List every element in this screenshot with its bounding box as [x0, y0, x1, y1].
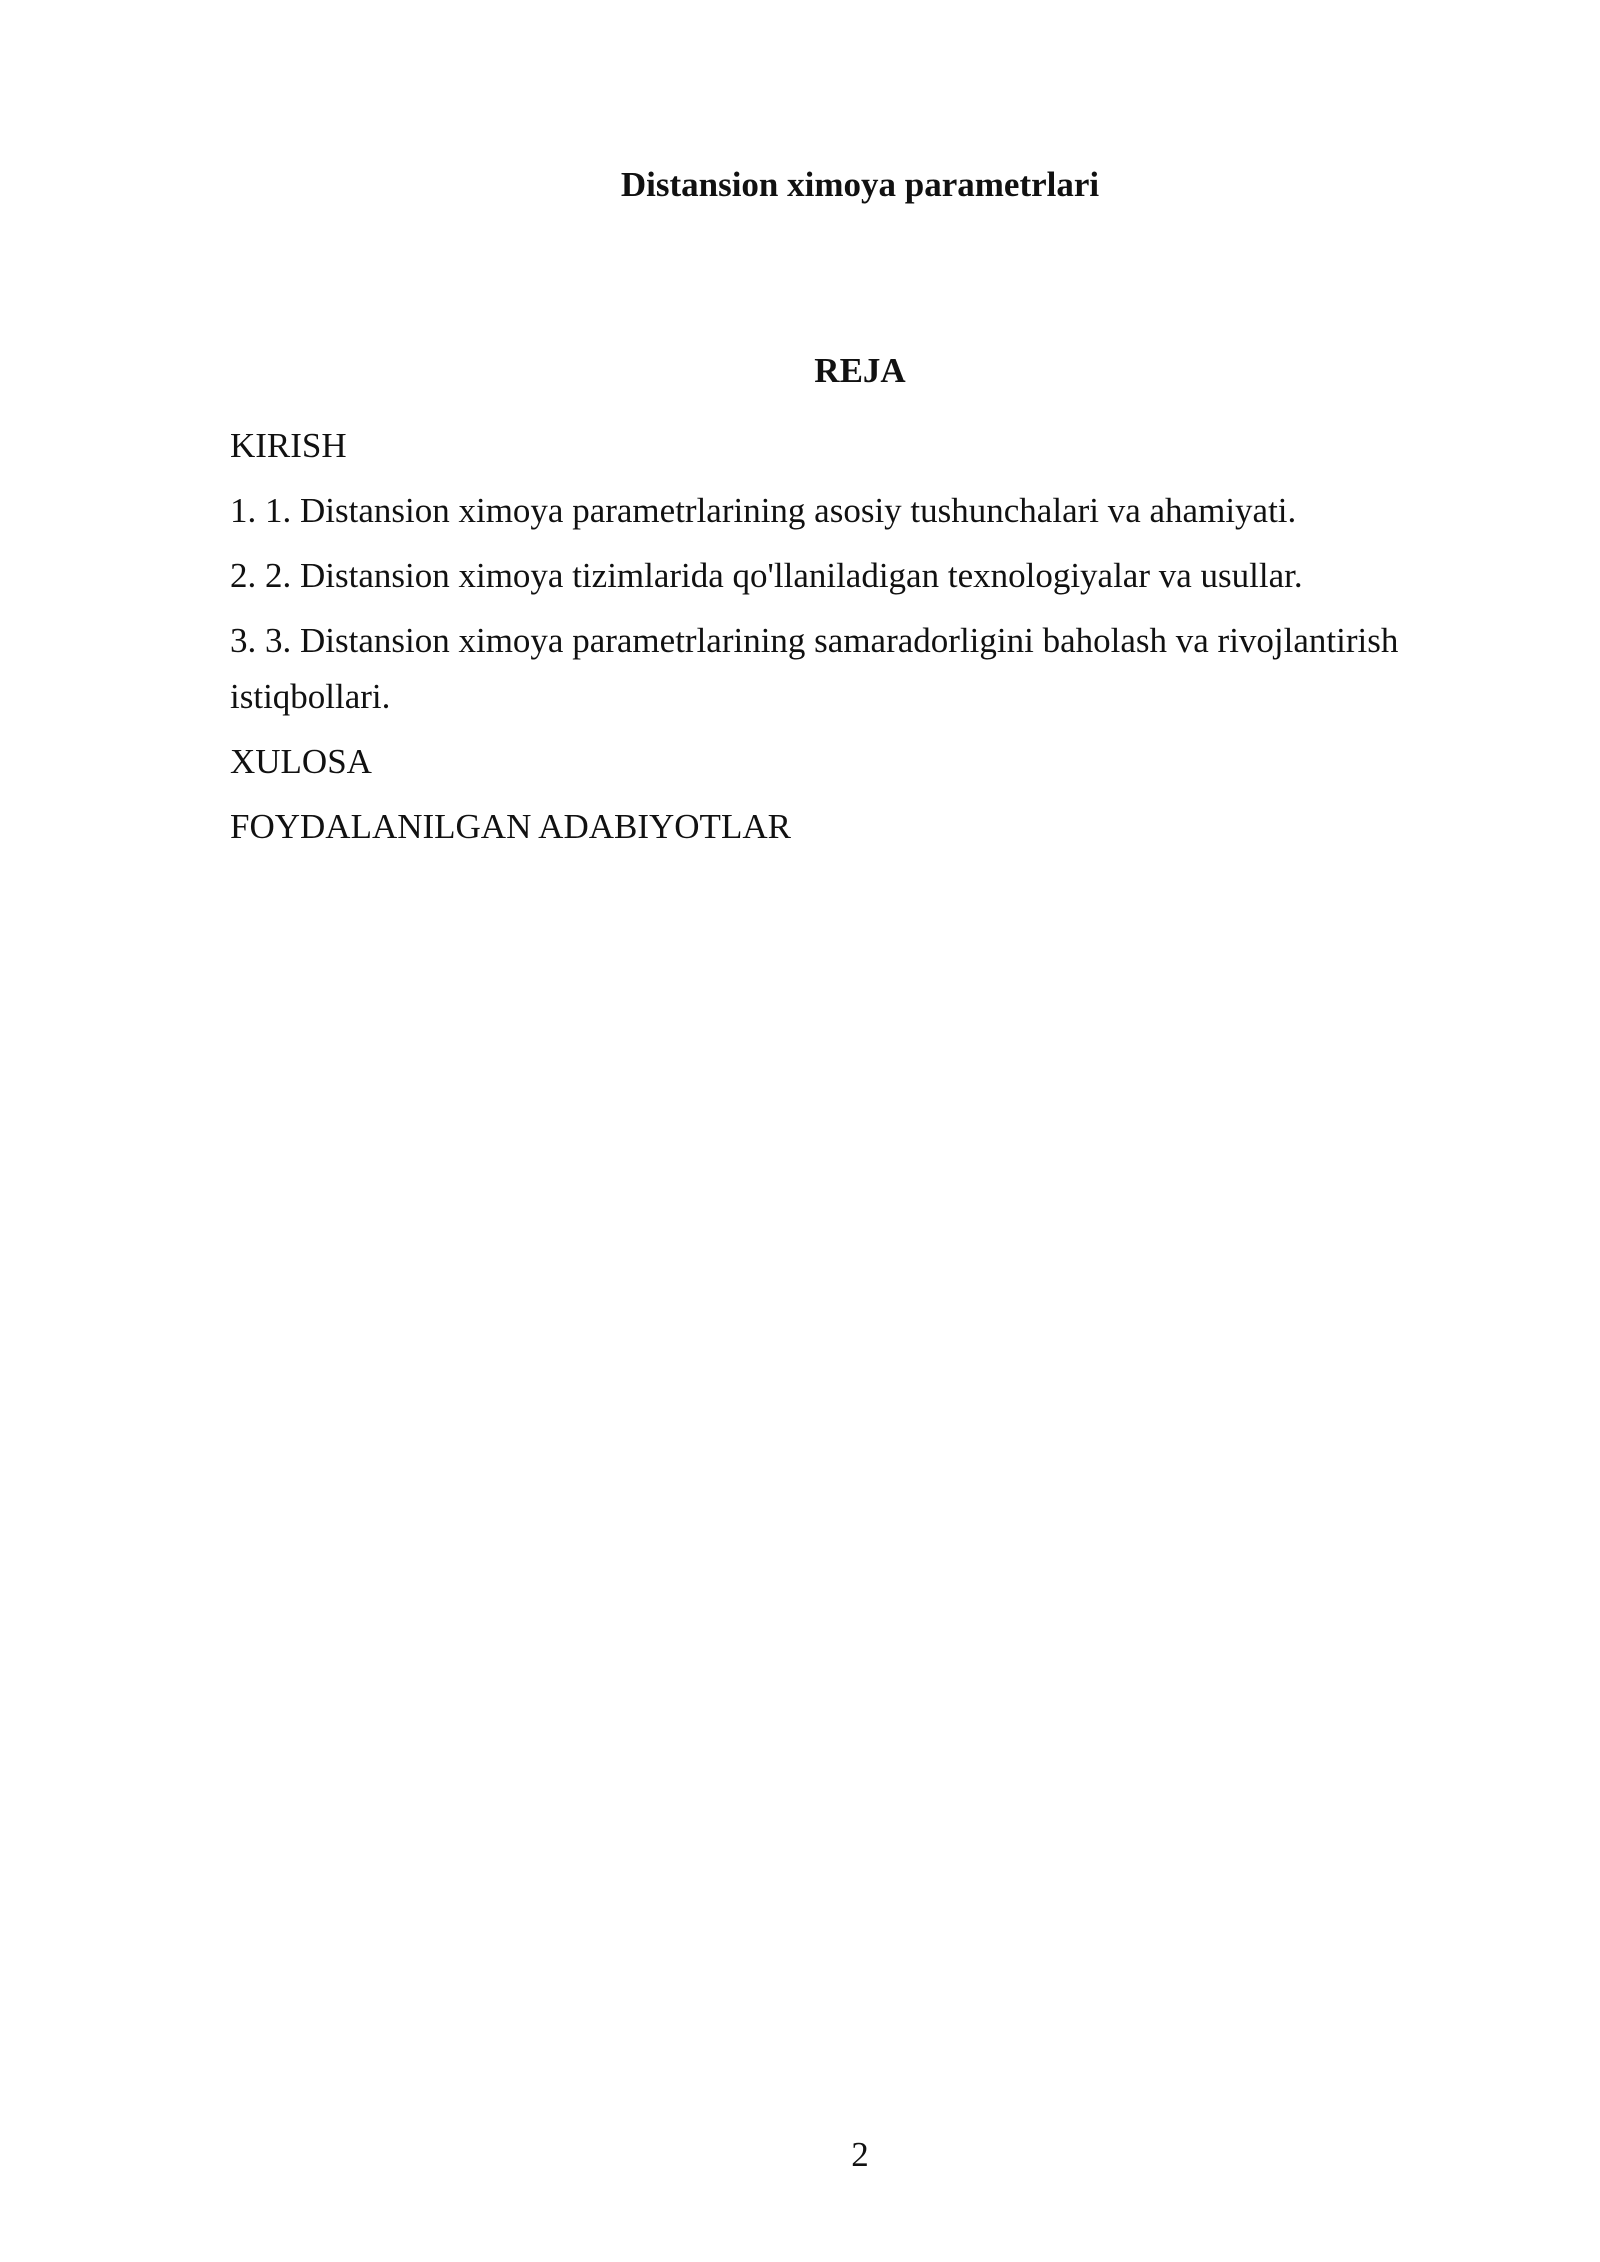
table-of-contents — [230, 418, 1500, 864]
page-number: 2 — [851, 2135, 869, 2174]
document-title: Distansion ximoya parametrlari — [620, 165, 1100, 204]
toc-item-1: 1. 1. Distansion ximoya parametrlarining asosiy tushunchalari va ahamiyati. — [230, 491, 1297, 530]
toc-references: FOYDALANILGAN ADABIYOTLAR — [230, 807, 791, 846]
toc-conclusion: XULOSA — [230, 742, 372, 781]
plan-heading: REJA — [814, 351, 906, 390]
toc-item-3: 3. 3. Distansion ximoya parametrlarining samaradorligini baholash va rivojlantirish istiqbollari. — [230, 621, 1399, 716]
toc-intro: KIRISH — [230, 426, 347, 465]
toc-item-2: 2. 2. Distansion ximoya tizimlarida qo'llaniladigan texnologiyalar va usullar. — [230, 556, 1303, 595]
